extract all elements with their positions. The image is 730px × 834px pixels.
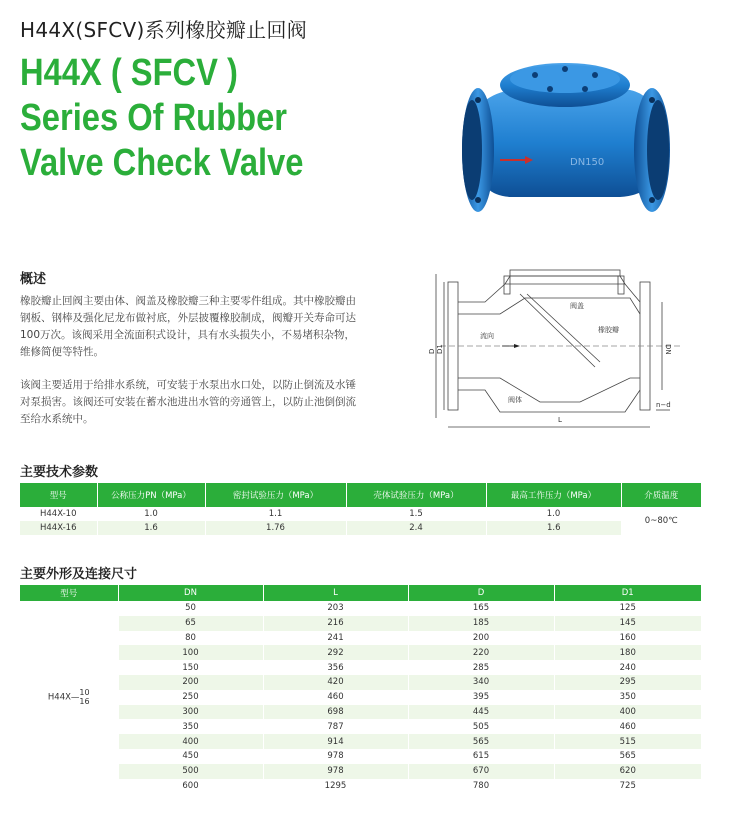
label-bonnet: 阀盖 bbox=[570, 302, 584, 310]
dims-header-model: 型号 bbox=[20, 585, 118, 601]
table-row bbox=[20, 616, 701, 631]
table-cell: 615 bbox=[408, 749, 554, 764]
table-cell: 200 bbox=[408, 631, 554, 646]
table-cell: 1.0 bbox=[486, 507, 621, 521]
model-pressure-fraction bbox=[79, 688, 89, 706]
table-cell: 670 bbox=[408, 764, 554, 779]
table-cell: 600 bbox=[118, 779, 263, 794]
table-cell: 240 bbox=[619, 662, 636, 673]
overview-heading: 概述 bbox=[20, 272, 47, 287]
table-cell: 285 bbox=[408, 660, 554, 675]
page-title-cn: H44X(SFCV)系列橡胶瓣止回阀 bbox=[20, 18, 308, 42]
table-row bbox=[20, 675, 701, 690]
table-cell: 340 bbox=[408, 675, 554, 690]
table-cell: 350 bbox=[619, 692, 636, 703]
table-cell: 460 bbox=[619, 721, 636, 732]
table-cell: 914 bbox=[263, 734, 408, 749]
table-cell: 1.76 bbox=[205, 521, 346, 535]
table-cell: 1.0 bbox=[97, 507, 205, 521]
table-cell: 50 bbox=[118, 601, 263, 616]
table-cell: 200 bbox=[118, 675, 263, 690]
table-cell: 160 bbox=[619, 632, 636, 643]
table-cell: 80 bbox=[118, 631, 263, 646]
table-cell: 787 bbox=[263, 719, 408, 734]
table-cell: 295 bbox=[554, 675, 701, 690]
table-cell: 1295 bbox=[263, 779, 408, 794]
overview-paragraph-1: 橡胶瓣止回阀主要由体、阀盖及橡胶瓣三种主要零件组成。其中橡胶瓣由钢板、钢棒及强化尼龙布做衬底，外层披覆橡胶制成，阀瓣开关寿命可达100万次。该阀采用全流面积式设计，具有水头损失小，不易堵积杂物，维修简便等特性。 bbox=[20, 295, 356, 358]
table-cell: 400 bbox=[118, 734, 263, 749]
table-row bbox=[20, 601, 701, 616]
table-cell: 150 bbox=[118, 660, 263, 675]
table-cell: 125 bbox=[619, 603, 636, 614]
params-table bbox=[20, 483, 701, 535]
valve-section-drawing bbox=[430, 262, 695, 437]
table-cell: 978 bbox=[263, 749, 408, 764]
table-cell: 1.6 bbox=[97, 521, 205, 535]
table-cell: 565 bbox=[619, 751, 636, 762]
table-cell: 978 bbox=[263, 764, 408, 779]
table-cell: 185 bbox=[408, 616, 554, 631]
label-dim-D1: D1 bbox=[436, 344, 444, 354]
table-cell: 515 bbox=[554, 734, 701, 749]
table-cell: 2.4 bbox=[346, 521, 486, 535]
table-cell: 300 bbox=[118, 705, 263, 720]
table-cell: 565 bbox=[408, 734, 554, 749]
table-cell: 65 bbox=[118, 616, 263, 631]
table-row bbox=[20, 779, 701, 794]
table-cell: 1.1 bbox=[205, 507, 346, 521]
dims-heading: 主要外形及连接尺寸 bbox=[20, 567, 138, 582]
table-cell: 698 bbox=[263, 705, 408, 720]
dims-header-d: D bbox=[408, 585, 554, 601]
valve-product-photo bbox=[440, 45, 690, 225]
table-cell: 725 bbox=[619, 780, 636, 791]
label-body: 阀体 bbox=[508, 396, 522, 404]
table-cell: 165 bbox=[408, 601, 554, 616]
label-flow-direction: 流向 bbox=[480, 332, 494, 340]
table-cell: 250 bbox=[118, 690, 263, 705]
table-cell: 1.5 bbox=[346, 507, 486, 521]
table-cell: 460 bbox=[263, 690, 408, 705]
table-row bbox=[20, 660, 701, 675]
table-cell: 220 bbox=[408, 645, 554, 660]
table-cell: 350 bbox=[118, 719, 263, 734]
title-en-line3: Valve Check Valve bbox=[20, 142, 304, 184]
table-cell: H44X-16 bbox=[20, 521, 97, 535]
dims-table bbox=[20, 585, 701, 793]
model-top: 10 bbox=[79, 688, 90, 698]
model-prefix: H44X— bbox=[47, 692, 80, 703]
table-cell: 203 bbox=[263, 601, 408, 616]
table-cell: 180 bbox=[554, 645, 701, 660]
table-cell: 241 bbox=[263, 631, 408, 646]
params-header-shell-test: 壳体试验压力（MPa） bbox=[346, 483, 486, 507]
params-header-model: 型号 bbox=[20, 483, 97, 507]
params-heading: 主要技术参数 bbox=[20, 465, 99, 480]
table-row bbox=[20, 734, 701, 749]
params-header-max-working: 最高工作压力（MPa） bbox=[486, 483, 621, 507]
params-header-medium-temp: 介质温度 bbox=[621, 483, 701, 507]
label-bolt-holes: n−d bbox=[656, 401, 671, 409]
table-cell: H44X-10 bbox=[20, 507, 97, 521]
valve-body-marking: DN150 bbox=[570, 157, 605, 168]
table-cell: 445 bbox=[408, 705, 554, 720]
title-en-line1: H44X ( SFCV ) bbox=[20, 52, 238, 94]
table-cell: 216 bbox=[263, 616, 408, 631]
table-cell: 420 bbox=[263, 675, 408, 690]
medium-temperature-cell: 0~80℃ bbox=[621, 507, 701, 535]
table-cell: 780 bbox=[408, 779, 554, 794]
table-row bbox=[20, 719, 701, 734]
table-cell: 356 bbox=[263, 660, 408, 675]
table-cell: 395 bbox=[408, 690, 554, 705]
table-row bbox=[20, 764, 701, 779]
label-rubber-disc: 橡胶瓣 bbox=[598, 326, 619, 334]
table-cell: 100 bbox=[118, 645, 263, 660]
dims-header-dn: DN bbox=[118, 585, 263, 601]
overview-paragraph-2: 该阀主要适用于给排水系统，可安装于水泵出水口处，以防止倒流及水锤对泵损害。该阀还可安装在蓄水池进出水管的旁通管上，以防止池倒倒流至给水系统中。 bbox=[20, 379, 356, 425]
table-row bbox=[20, 749, 701, 764]
table-row bbox=[20, 705, 701, 720]
table-cell: 292 bbox=[263, 645, 408, 660]
params-header-pn: 公称压力PN（MPa） bbox=[97, 483, 205, 507]
table-row bbox=[20, 645, 701, 660]
table-row bbox=[20, 631, 701, 646]
table-row bbox=[20, 690, 701, 705]
table-row bbox=[20, 507, 701, 521]
table-cell: 500 bbox=[118, 764, 263, 779]
label-dim-DN: DN bbox=[664, 344, 672, 355]
table-cell: 620 bbox=[554, 764, 701, 779]
dims-header-d1: D1 bbox=[554, 585, 701, 601]
dims-header-l: L bbox=[263, 585, 408, 601]
model-cell bbox=[20, 601, 118, 793]
table-row bbox=[20, 521, 701, 535]
params-header-seal-test: 密封试验压力（MPa） bbox=[205, 483, 346, 507]
label-dim-D: D bbox=[428, 348, 436, 354]
table-cell: 145 bbox=[554, 616, 701, 631]
title-en-line2: Series Of Rubber bbox=[20, 97, 287, 139]
table-cell: 505 bbox=[408, 719, 554, 734]
label-dim-L: L bbox=[558, 416, 562, 424]
table-cell: 450 bbox=[118, 749, 263, 764]
model-bottom: 16 bbox=[79, 697, 90, 707]
table-cell: 1.6 bbox=[486, 521, 621, 535]
table-cell: 400 bbox=[554, 705, 701, 720]
